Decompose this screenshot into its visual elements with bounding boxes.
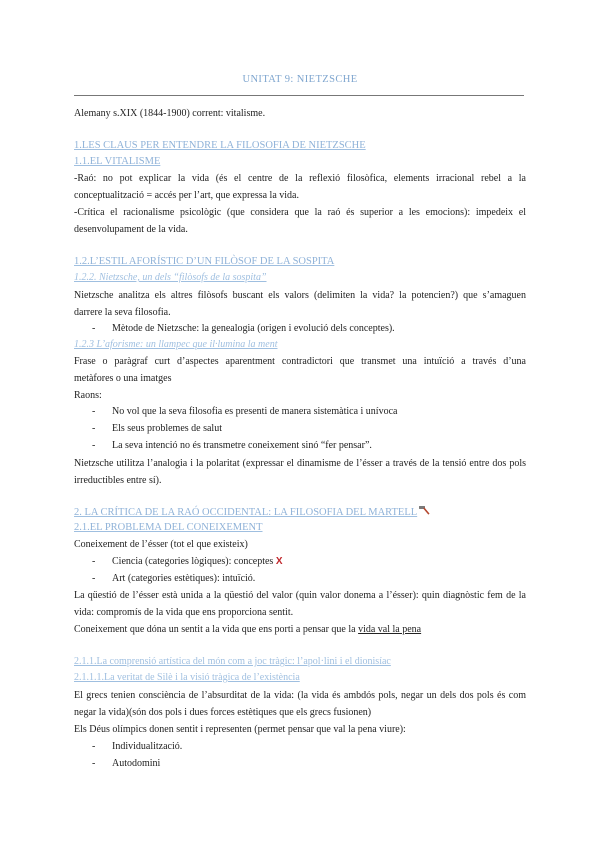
title-divider [74,95,524,96]
section-2-1-1-1-heading: 2.1.1.1.La veritat de Silè i la visió tràgica de l’existència [74,672,300,683]
paragraph-line: desenvolupament de la vida. [74,224,188,235]
page-title: UNITAT 9: NIETZSCHE [242,74,358,85]
list-item: Mètode de Nietzsche: la genealogia (origen i evolució dels conceptes). [112,323,395,334]
paragraph-line: negar la vida)(són dos pols i dues forces estètiques que els grecs fusionen) [74,707,372,718]
paragraph-line: Frase o paràgraf curt d’aspectes aparentment contradictori que transmet una intuïció a través d’una [74,356,526,367]
section-1-heading: 1.LES CLAUS PER ENTENDRE LA FILOSOFIA DE NIETZSCHE [74,140,366,151]
bullet-marker: - [92,423,96,434]
paragraph-line: irreductibles entre sí). [74,475,162,486]
list-item-text: Ciencia (categories lògiques): conceptes [112,556,274,567]
list-item: Els seus problemes de salut [112,423,222,434]
paragraph-line: El grecs tenien consciència de l’absurditat de la vida: (la vida és ambdós pols, negar un dels dos pols és com [74,690,526,701]
list-item: La seva intenció no és transmetre coneixement sinó “fer pensar”. [112,440,372,451]
section-2-1-heading: 2.1.EL PROBLEMA DEL CONEIXEMENT [74,522,263,533]
paragraph-line: La qüestió de l’ésser està unida a la qüestió del valor (quin valor donema a l’ésser): quin diagnòstic fem de la [74,590,526,601]
bullet-marker: - [92,323,96,334]
paragraph-line: Coneixement de l’ésser (tot el que existeix) [74,539,248,550]
section-1-2-2-heading: 1.2.2. Nietzsche, un dels “filòsofs de la sospita” [74,272,267,283]
list-item: Autodomini [112,758,161,769]
paragraph-text: Coneixement que dóna un sentit a la vida que ens porti a pensar que la [74,624,359,635]
list-item [112,555,283,568]
bullet-marker: - [92,573,96,584]
section-2-heading-text: 2. LA CRÍTICA DE LA RAÓ OCCIDENTAL: LA FILOSOFIA DEL MARTELL [74,507,418,518]
intro-text: Alemany s.XIX (1844-1900) corrent: vitalisme. [74,108,266,119]
bullet-marker: - [92,741,96,752]
bullet-marker: - [92,406,96,417]
paragraph-line [74,623,421,636]
underlined-phrase: vida val la pena [358,624,422,635]
bullet-marker: - [92,556,96,567]
paragraph-line: conceptualització = accés per l’art, que expressa la vida. [74,190,299,201]
section-1-2-heading: 1.2.L’ESTIL AFORÍSTIC D’UN FILÒSOF DE LA SOSPITA [74,256,335,267]
paragraph-line: -Raó: no pot explicar la vida (és el centre de la reflexió filosòfica, elements irracional rebel a la [74,173,526,184]
cross-mark: X [275,556,283,567]
paragraph-line: Raons: [74,390,102,401]
paragraph-line: Els Déus olímpics donen sentit i representen (permet pensar que val la pena viure): [74,724,406,735]
section-1-2-3-heading: 1.2.3 L’aforisme: un llampec que il·lumina la ment [74,339,278,350]
section-2-heading [74,505,430,519]
paragraph-line: Nietzsche utilitza l’analogia i la polaritat (expressar el dinamisme de l’ésser a través de la tensió entre dos pols [74,458,526,469]
list-item: Art (categories estètiques): intuïció. [112,573,256,584]
list-item: Individualització. [112,741,183,752]
paragraph-line: Nietzsche analitza els altres filòsofs buscant els valors (delimiten la vida? la potencien?) que s’amaguen [74,290,526,301]
paragraph-line: -Crítica el racionalisme psicològic (que considera que la raó és superior a les emocions): impedeix el [74,207,526,218]
list-item: No vol que la seva filosofia es presenti de manera sistemàtica i unívoca [112,406,398,417]
paragraph-line: darrere la seva filosofia. [74,307,171,318]
paragraph-line: vida: compromís de la vida que ens proporciona sentit. [74,607,294,618]
bullet-marker: - [92,440,96,451]
bullet-marker: - [92,758,96,769]
hammer-icon [418,505,430,516]
section-2-1-1-heading: 2.1.1.La comprensió artística del món com a joc tràgic: l’apol·lini i el dionisíac [74,656,391,667]
section-1-1-heading: 1.1.EL VITALISME [74,156,161,167]
paragraph-line: metàfores o una imatges [74,373,172,384]
